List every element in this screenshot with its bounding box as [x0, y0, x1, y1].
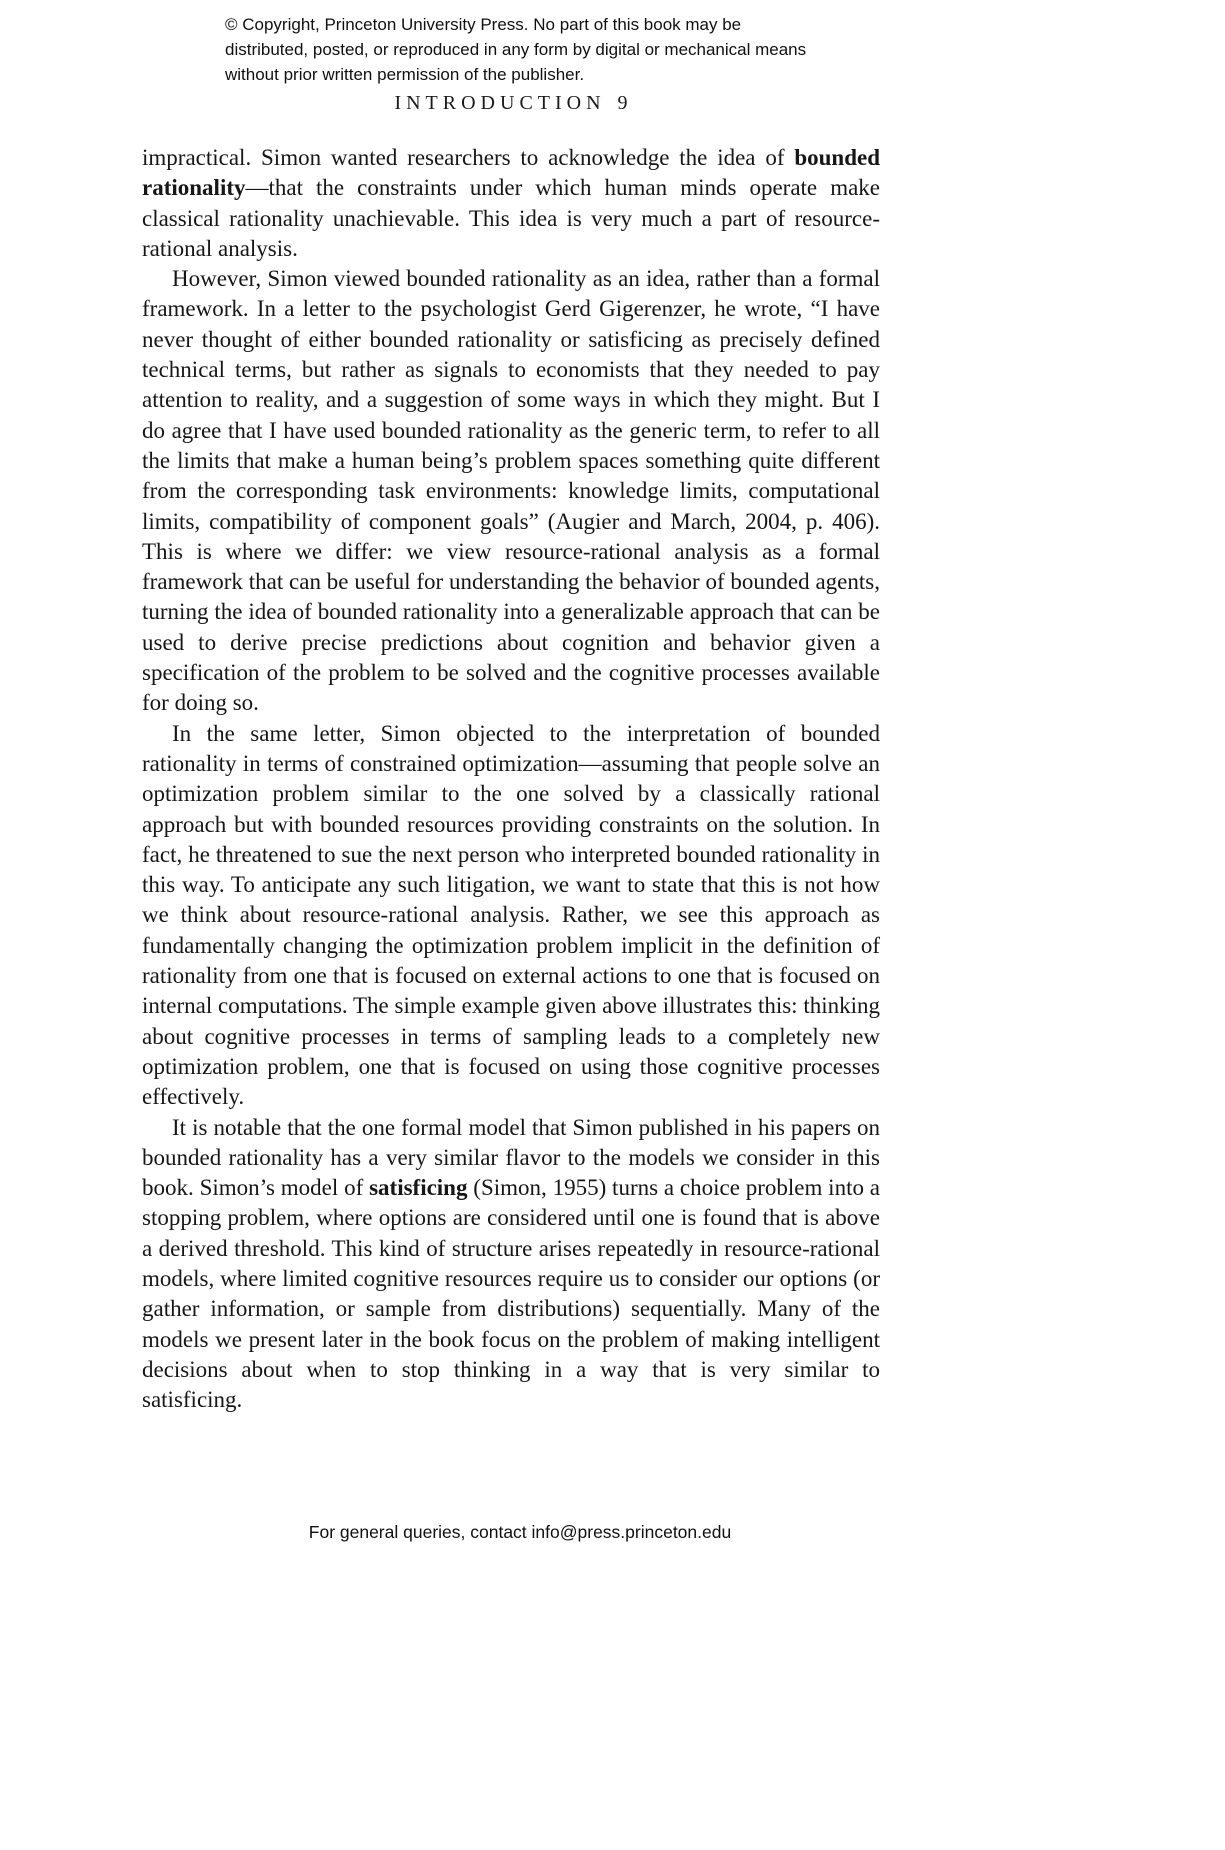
body-text: [142, 143, 880, 1415]
text-segment: —that the constraints under which human minds operate make classical rationality unachievable. This idea is very much a part of resource-rational analysis.: [142, 175, 880, 261]
text-segment: (Simon, 1955) turns a choice problem into a stopping problem, where options are considered until one is found that is above a derived threshold. This kind of structure arises repeatedly in resource-rational models, where limited cognitive resources require us to consider our options (or gather information, or sample from distributions) sequentially. Many of the models we present later in the book focus on the problem of making intelligent decisions about when to stop thinking in a way that is very similar to satisficing.: [142, 1175, 880, 1413]
paragraph: [142, 264, 880, 718]
page-number: 9: [617, 92, 628, 114]
paragraph: [142, 143, 880, 264]
footer-contact: For general queries, contact info@press.princeton.edu: [308, 1522, 732, 1542]
bold-term: bounded rationality: [142, 145, 880, 201]
text-segment: In the same letter, Simon objected to the interpretation of bounded rationality in terms of constrained optimization—assuming that people solve an optimization problem similar to the one solved by a classically rational approach but with bounded resources providing constraints on the solution. In fact, he threatened to sue the next person who interpreted bounded rationality in this way. To anticipate any such litigation, we want to state that this is not how we think about resource-rational analysis. Rather, we see this approach as fundamentally changing the optimization problem implicit in the definition of rationality from one that is focused on external actions to one that is focused on internal computations. The simple example given above illustrates this: thinking about cognitive processes in terms of sampling leads to a completely new optimization problem, one that is focused on using those cognitive processes effectively.: [142, 720, 880, 1110]
paragraph: [142, 1113, 880, 1416]
running-head: [142, 92, 880, 115]
copyright-notice: © Copyright, Princeton University Press. No part of this book may be distributed, posted, or reproduced in any form by digital or mechanical means without prior written permission of the publisher.: [225, 15, 807, 84]
text-segment: It is notable that the one formal model that Simon published in his papers on bounded rationality has a very similar flavor to the models we consider in this book. Simon’s model of: [142, 1114, 880, 1201]
bold-term: satisficing: [369, 1175, 468, 1201]
text-segment: However, Simon viewed bounded rationality as an idea, rather than a formal framework. In a letter to the psychologist Gerd Gigerenzer, he wrote, “I have never thought of either bounded rationality or satisficing as precisely defined technical terms, but rather as signals to economists that they needed to pay attention to reality, and a suggestion of some ways in which they might. But I do agree that I have used bounded rationality as the generic term, to refer to all the limits that make a human being’s problem spaces something quite different from the corresponding task environments: knowledge limits, computational limits, compatibility of component goals” (Augier and March, 2004, p. 406). This is where we differ: we view resource-rational analysis as a formal framework that can be useful for understanding the behavior of bounded agents, turning the idea of bounded rationality into a generalizable approach that can be used to derive precise predictions about cognition and behavior given a specification of the problem to be solved and the cognitive processes available for doing so.: [142, 266, 880, 716]
running-head-title: INTRODUCTION: [394, 92, 606, 114]
paragraph: [142, 719, 880, 1113]
text-segment: impractical. Simon wanted researchers to acknowledge the idea of: [142, 145, 795, 170]
